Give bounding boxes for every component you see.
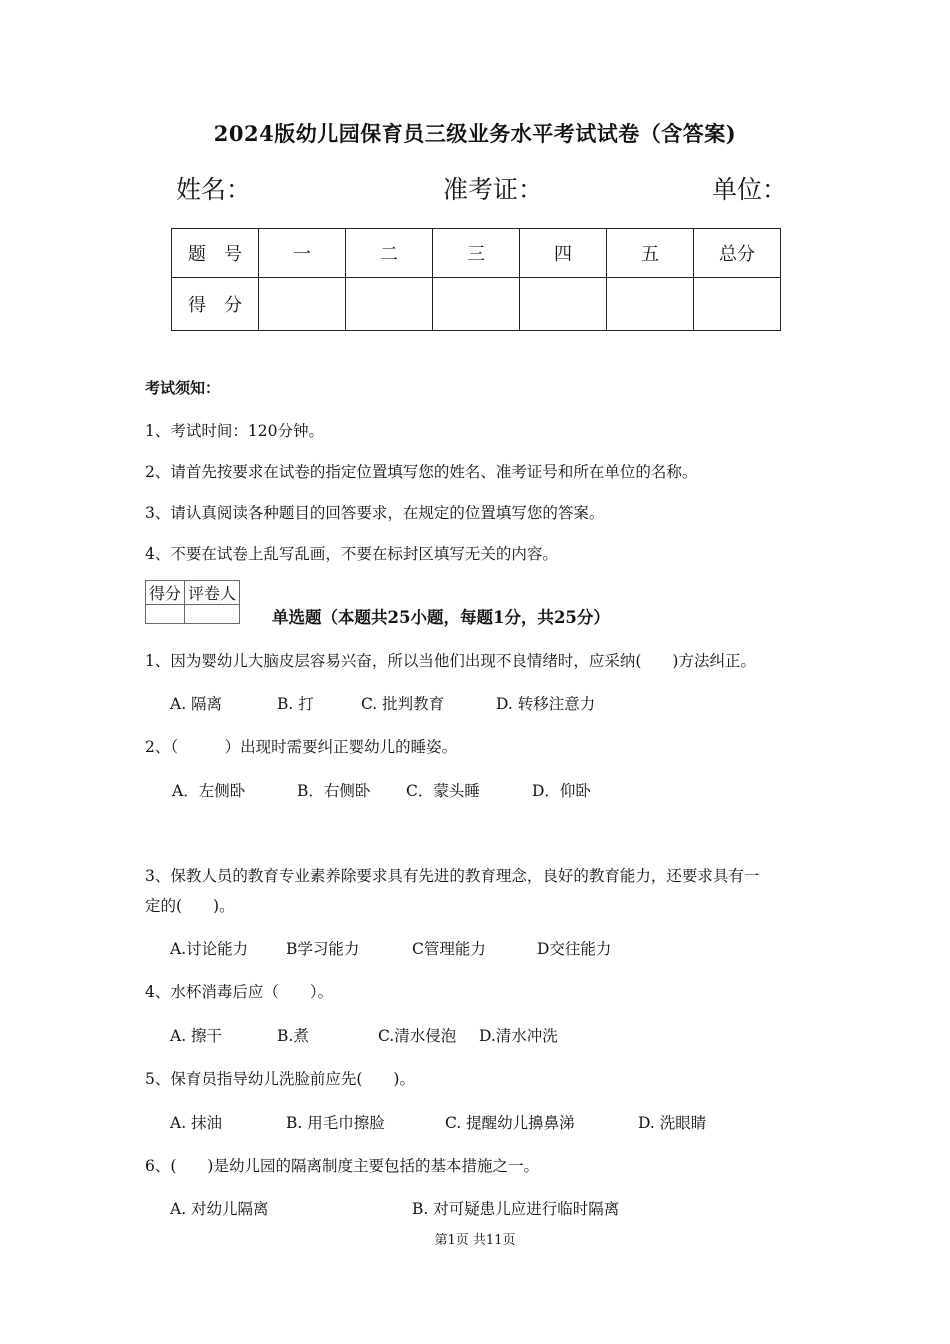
notice-item: 4、不要在试卷上乱写乱画，不要在标封区填写无关的内容。 xyxy=(145,545,558,563)
option: B. 打 xyxy=(277,695,314,713)
grader-name-cell[interactable] xyxy=(185,605,240,624)
option: D. 洗眼睛 xyxy=(638,1114,707,1132)
score-cell[interactable] xyxy=(520,278,607,331)
question-text: 2、（ ）出现时需要纠正婴幼儿的睡姿。 xyxy=(145,738,458,756)
notice-item: 3、请认真阅读各种题目的回答要求，在规定的位置填写您的答案。 xyxy=(145,504,605,522)
notice-item: 1、考试时间：120分钟。 xyxy=(145,422,324,440)
exam-id-field-label: 准考证： xyxy=(443,175,544,204)
option: C. 批判教育 xyxy=(361,695,445,713)
grader-score-label: 得分 xyxy=(146,581,185,605)
option: D．仰卧 xyxy=(532,782,591,800)
score-table-header-row xyxy=(172,229,781,278)
option: A. 对幼儿隔离 xyxy=(170,1200,269,1218)
grader-box xyxy=(145,580,240,624)
document-title: 2024版幼儿园保育员三级业务水平考试试卷（含答案) xyxy=(213,121,737,146)
option: C.清水侵泡 xyxy=(378,1027,457,1045)
score-cell[interactable] xyxy=(694,278,781,331)
score-cell[interactable] xyxy=(433,278,520,331)
score-table-header-cell: 四 xyxy=(520,229,607,278)
option: B.煮 xyxy=(277,1027,309,1045)
option: D.清水冲洗 xyxy=(479,1027,558,1045)
question-text: 6、( )是幼儿园的隔离制度主要包括的基本措施之一。 xyxy=(145,1157,539,1175)
option: B学习能力 xyxy=(286,940,360,958)
question-text: 3、保教人员的教育专业素养除要求具有先进的教育理念，良好的教育能力，还要求具有一 xyxy=(145,867,760,885)
score-table-header-cell: 三 xyxy=(433,229,520,278)
score-cell[interactable] xyxy=(346,278,433,331)
page-footer: 第1页 共11页 xyxy=(434,1233,516,1248)
score-table-header-cell: 五 xyxy=(607,229,694,278)
option: D. 转移注意力 xyxy=(496,695,596,713)
score-table xyxy=(171,228,781,331)
section-title: 单选题（本题共25小题，每题1分，共25分） xyxy=(272,608,610,627)
option: A.讨论能力 xyxy=(170,940,249,958)
option: B. 用毛巾擦脸 xyxy=(286,1114,385,1132)
score-table-header-cell: 二 xyxy=(346,229,433,278)
unit-field-label: 单位： xyxy=(712,175,788,204)
question-text-continued: 定的( )。 xyxy=(145,897,235,915)
score-row-label: 得 分 xyxy=(172,278,259,331)
notice-item: 2、请首先按要求在试卷的指定位置填写您的姓名、准考证号和所在单位的名称。 xyxy=(145,463,698,481)
option: A. 隔离 xyxy=(170,695,223,713)
question-text: 4、水杯消毒后应（ ）。 xyxy=(145,983,334,1001)
grader-name-label: 评卷人 xyxy=(185,581,240,605)
question-text: 1、因为婴幼儿大脑皮层容易兴奋，所以当他们出现不良情绪时，应采纳( )方法纠正。 xyxy=(145,652,756,670)
score-cell[interactable] xyxy=(259,278,346,331)
score-cell[interactable] xyxy=(607,278,694,331)
question-text: 5、保育员指导幼儿洗脸前应先( )。 xyxy=(145,1070,415,1088)
grader-score-cell[interactable] xyxy=(146,605,185,624)
option: B．右侧卧 xyxy=(297,782,371,800)
score-table-header-cell: 题 号 xyxy=(172,229,259,278)
option: A. 擦干 xyxy=(170,1027,223,1045)
option: D交往能力 xyxy=(537,940,612,958)
option: B. 对可疑患儿应进行临时隔离 xyxy=(412,1200,620,1218)
score-table-header-cell: 总分 xyxy=(694,229,781,278)
notice-heading: 考试须知： xyxy=(145,379,221,397)
option: C. 提醒幼儿擤鼻涕 xyxy=(445,1114,575,1132)
option: A．左侧卧 xyxy=(172,782,246,800)
option: C．蒙头睡 xyxy=(406,782,480,800)
option: C管理能力 xyxy=(412,940,486,958)
score-table-header-cell: 一 xyxy=(259,229,346,278)
score-table-score-row xyxy=(172,278,781,331)
name-field-label: 姓名： xyxy=(176,175,252,204)
option: A. 抹油 xyxy=(170,1114,223,1132)
